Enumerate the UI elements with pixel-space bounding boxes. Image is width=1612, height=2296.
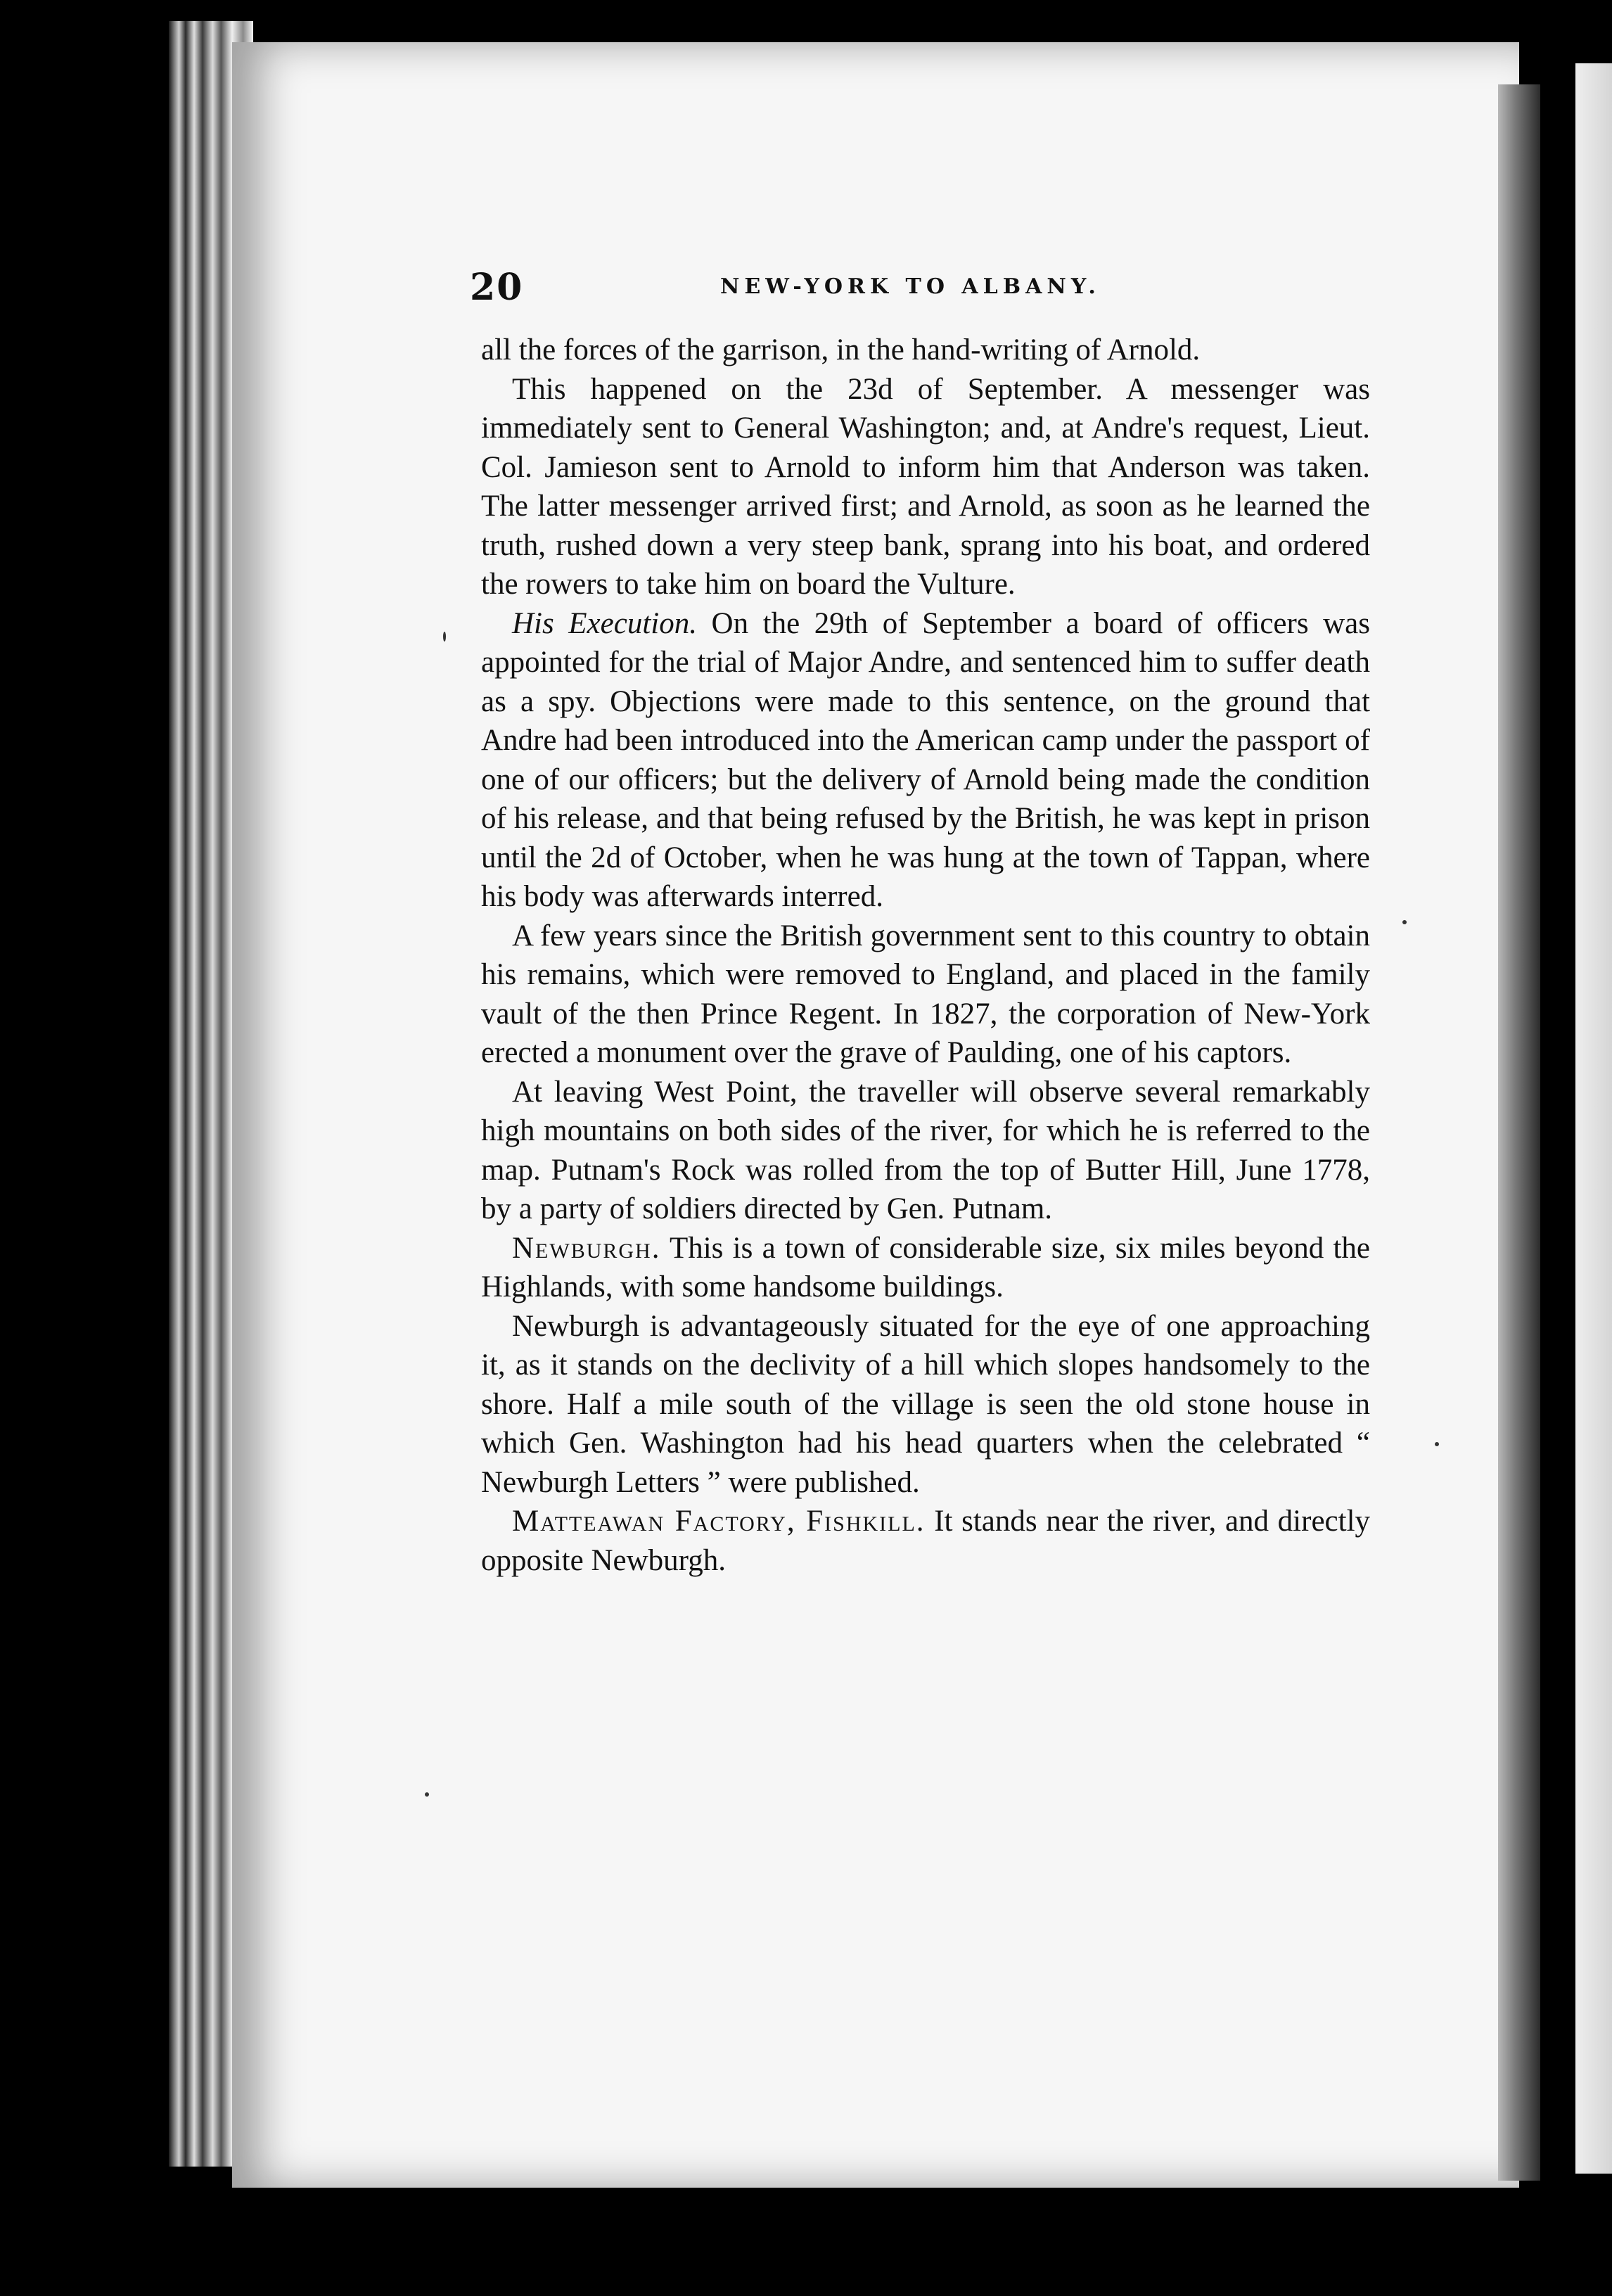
paragraph-text: This is a town of considerable size, six miles beyond the Highlands, with some handsome buildings. [481, 1231, 1370, 1303]
next-page-edge [1575, 63, 1612, 2174]
paragraph-text: Newburgh is advantageously situated for the eye of one approaching it, as it stands on the declivity of a hill which slopes handsomely to the shore. Half a mile south of the village is seen the old stone house in which Gen. Washington had his head quarters when the celebrated “ Newburgh Letters ” were published. [481, 1309, 1370, 1499]
paragraph-text: This happened on the 23d of September. A messenger was immediately sent to General Washington; and, at Andre's request, Lieut. Col. Jamieson sent to Arnold to inform him that Anderson was taken. The latter messenger arrived first; and Arnold, as soon as he learned the truth, rushed down a very steep bank, sprang into his boat, and ordered the rowers to take him on board the Vulture. [481, 372, 1370, 601]
paragraph-text: A few years since the British government sent to this country to obtain his remains, which were removed to England, and placed in the family vault of the then Prince Regent. In 1827, the corporation of New-York erected a monument over the grave of Paulding, one of his captors. [481, 919, 1370, 1069]
paragraph-text: On the 29th of September a board of officers was appointed for the trial of Major Andre, and sentenced him to suffer death as a spy. Objections were made to this sentence, on the ground that Andre had been introduced into the American camp under the passport of one of our officers; but the delivery of Arnold being made the condition of his release, and that being refused by the British, he was kept in prison until the 2d of October, when he was hung at the town of Tappan, where his body was afterwards interred. [481, 606, 1371, 913]
page-number: 20 [470, 266, 524, 309]
paragraph [481, 1307, 1370, 1503]
ink-speck [425, 1792, 429, 1797]
section-heading: Newburgh. [512, 1231, 661, 1265]
section-heading: Matteawan Factory, Fishkill. [512, 1505, 926, 1538]
paragraph [481, 917, 1370, 1073]
page-header [470, 266, 1384, 308]
paragraph-text: At leaving West Point, the traveller will observe several remarkably high mountains on both sides of the river, for which he is referred to the map. Putnam's Rock was rolled from the top of Butter Hill, June 1778, by a party of soldiers directed by Gen. Putnam. [481, 1075, 1370, 1225]
paragraph [481, 1229, 1370, 1307]
section-heading: His Execution. [512, 606, 697, 640]
right-page-shadow [1498, 84, 1540, 2181]
body-text [481, 331, 1370, 1580]
paragraph [481, 604, 1370, 917]
ink-speck [443, 632, 446, 642]
paragraph [481, 331, 1370, 370]
ink-speck [1402, 920, 1407, 924]
ink-speck [1435, 1442, 1439, 1446]
paragraph [481, 1502, 1370, 1580]
paragraph-text: all the forces of the garrison, in the hand-writing of Arnold. [481, 333, 1201, 366]
paragraph [481, 370, 1370, 604]
paragraph-text: It stands near the river, and directly opposite Newburgh. [481, 1505, 1371, 1577]
paragraph [481, 1073, 1370, 1229]
running-head: NEW-YORK TO ALBANY. [720, 274, 1101, 299]
